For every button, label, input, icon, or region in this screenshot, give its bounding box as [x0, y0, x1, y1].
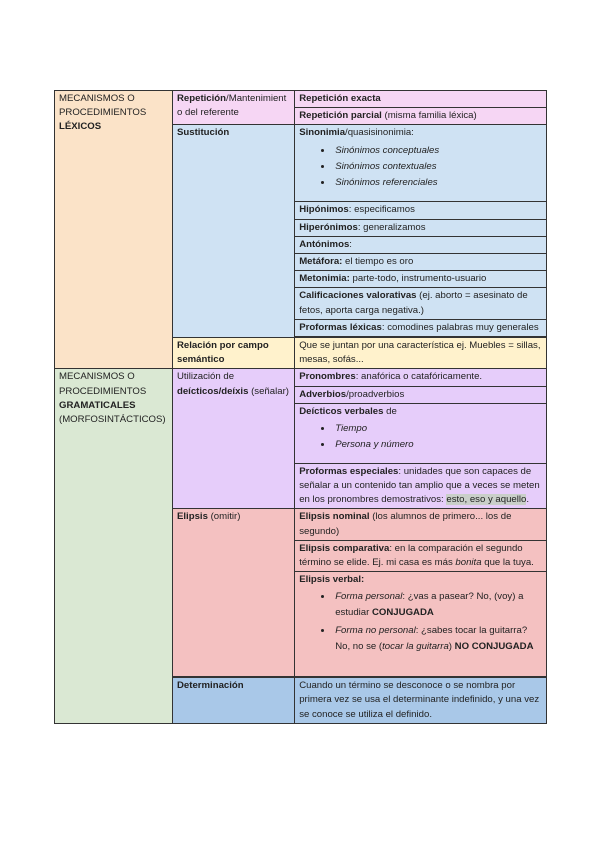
repeticion-parcial-rest: (misma familia léxica): [381, 110, 477, 122]
list-item: • Sinónimos conceptuales: [333, 143, 542, 159]
proformas-lexicas-rest: : comodines palabras muy generales: [381, 321, 539, 333]
determinacion-text-cell: [295, 678, 547, 724]
hiperonimos-bold: Hiperónimos: [299, 221, 358, 233]
repeticion-exacta-cell: [295, 91, 547, 108]
list-item: [333, 623, 542, 655]
forma-personal-rest: : ¿vas a pasear? No, (voy) a estudiar: [335, 591, 524, 619]
elipsis-nominal-bold: Elipsis nominal: [299, 511, 370, 523]
sustitucion-label-cell: [172, 125, 294, 338]
metonimia-rest: parte-todo, instrumento-usuario: [349, 273, 487, 285]
forma-no-personal-italic: Forma no personal: [335, 625, 416, 637]
elipsis-comparativa-rest2: que la tuya.: [481, 557, 534, 569]
gramaticales-line2: PROCEDIMIENTOS: [59, 385, 147, 397]
forma-no-personal-rest2: ): [448, 641, 455, 653]
calificaciones-bold: Calificaciones valorativas: [299, 290, 417, 302]
list-item: • Tiempo: [333, 421, 542, 437]
elipsis-comparativa-bold: Elipsis comparativa: [299, 542, 390, 554]
repeticion-label-bold: Repetición: [176, 93, 227, 104]
sustitucion-label: Sustitución: [176, 127, 230, 139]
lexicos-line3: LÉXICOS: [59, 121, 102, 133]
elipsis-verbal-list: [299, 589, 542, 655]
sinonimia-rest: /quasisinonimia:: [345, 127, 414, 139]
elipsis-label-cell: [172, 509, 294, 677]
adverbios-bold: Adverbios: [299, 388, 347, 400]
verbales-list: [299, 421, 542, 453]
lexicos-line1: MECANISMOS O: [59, 93, 135, 104]
sinonimia-bold: Sinonimia: [299, 127, 346, 139]
grammatical-mechanisms-cell: [55, 369, 173, 723]
lexical-mechanisms-cell: [55, 91, 173, 369]
forma-no-personal-bold: NO CONJUGADA: [454, 641, 534, 653]
proformas-especiales-bold: Proformas especiales: [299, 465, 399, 477]
list-item: • Persona y número: [333, 437, 542, 453]
cohesion-mechanisms-table: [54, 90, 547, 724]
metafora-bold: Metáfora:: [299, 256, 343, 268]
forma-personal-italic: Forma personal: [335, 591, 403, 603]
proformas-especiales-highlight: esto, eso y aquello: [446, 494, 527, 506]
metafora-cell: [295, 254, 547, 271]
lexicos-line2: PROCEDIMIENTOS: [59, 107, 147, 119]
adverbios-rest: /proadverbios: [346, 388, 405, 400]
determinacion-text: Cuando un término se desconoce o se nombra por primera vez se usa el determinante indefinido, y una vez se conoce se utiliza el definido.: [299, 680, 540, 720]
forma-personal-bold: CONJUGADA: [371, 607, 434, 619]
gramaticales-line4: (MORFOSINTÁCTICOS): [59, 414, 166, 426]
repeticion-label-rest: /Mantenimiento del referente: [176, 93, 287, 119]
list-item: [333, 589, 542, 621]
repeticion-exacta: Repetición exacta: [299, 93, 381, 104]
repeticion-parcial-cell: [295, 108, 547, 125]
proformas-lexicas-bold: Proformas léxicas: [299, 321, 382, 333]
proformas-especiales-end: .: [526, 494, 530, 506]
determinacion-label-cell: [172, 678, 294, 724]
verbales-bold: Deícticos verbales: [299, 405, 384, 417]
gramaticales-line3: GRAMATICALES: [59, 399, 136, 411]
proformas-lexicas-cell: [295, 319, 547, 336]
elipsis-nominal-cell: [295, 509, 547, 540]
proformas-especiales-cell: [295, 463, 547, 509]
elipsis-comparativa-rest1: : en la comparación el segundo término se elide. Ej. mi casa es más: [299, 542, 523, 569]
relacion-label-cell: [172, 338, 294, 369]
elipsis-verbal-bold: Elipsis verbal:: [299, 574, 365, 586]
sinonimos-list: [299, 143, 542, 191]
elipsis-comparativa-italic: bonita: [455, 557, 482, 569]
metonimia-cell: [295, 271, 547, 288]
deicticos-verbales-cell: [295, 403, 547, 463]
table-row: [55, 369, 547, 386]
pronombres-bold: Pronombres: [299, 371, 356, 383]
gramaticales-line1: MECANISMOS O: [59, 371, 135, 383]
hiperonimos-rest: : generalizamos: [357, 221, 426, 233]
forma-no-personal-rest1: : ¿sabes tocar la guitarra? No, no se (: [335, 625, 528, 653]
elipsis-nominal-rest: (los alumnos de primero... los de segundo): [299, 511, 512, 537]
elipsis-label-rest: (omitir): [207, 511, 241, 523]
calificaciones-cell: [295, 288, 547, 319]
pronombres-rest: : anafórica o catafóricamente.: [355, 371, 483, 383]
relacion-label: Relación por campo semántico: [176, 340, 269, 366]
table-row: [55, 91, 547, 108]
pronombres-cell: [295, 369, 547, 386]
metonimia-bold: Metonimia:: [299, 273, 350, 285]
determinacion-label: Determinación: [176, 680, 244, 692]
elipsis-comparativa-cell: [295, 540, 547, 571]
deicticos-label-rest2: (señalar): [248, 385, 289, 397]
list-item: • Sinónimos contextuales: [333, 159, 542, 175]
hiponimos-rest: : especificamos: [348, 204, 415, 216]
sinonimia-cell: [295, 125, 547, 202]
adverbios-cell: [295, 386, 547, 403]
relacion-text-cell: [295, 338, 547, 369]
deicticos-label-cell: [172, 369, 294, 509]
antonimos-bold: Antónimos: [299, 238, 350, 250]
relacion-text: Que se juntan por una característica ej. Muebles = sillas, mesas, sofás...: [299, 340, 541, 366]
deicticos-label-rest1: Utilización de: [176, 371, 235, 383]
calificaciones-rest: (ej. aborto = asesinato de fetos, aporta carga negativa.): [299, 290, 528, 316]
repeticion-label-cell: [172, 91, 294, 125]
deicticos-label-bold: deícticos/deíxis: [176, 385, 249, 397]
antonimos-cell: [295, 236, 547, 253]
repeticion-parcial-bold: Repetición parcial: [299, 110, 382, 122]
elipsis-label-bold: Elipsis: [176, 511, 208, 523]
verbales-rest: de: [383, 405, 397, 417]
list-item: • Sinónimos referenciales: [333, 175, 542, 191]
hiponimos-cell: [295, 202, 547, 219]
hiponimos-bold: Hipónimos: [299, 204, 349, 216]
elipsis-verbal-cell: [295, 572, 547, 677]
metafora-rest: el tiempo es oro: [342, 256, 414, 268]
antonimos-rest: :: [349, 238, 352, 250]
forma-no-personal-italic2: tocar la guitarra: [382, 641, 449, 653]
proformas-especiales-rest: : unidades que son capaces de señalar a un contenido tan amplio que a veces se meten en los pronombres demostrativos:: [299, 465, 540, 506]
hiperonimos-cell: [295, 219, 547, 236]
